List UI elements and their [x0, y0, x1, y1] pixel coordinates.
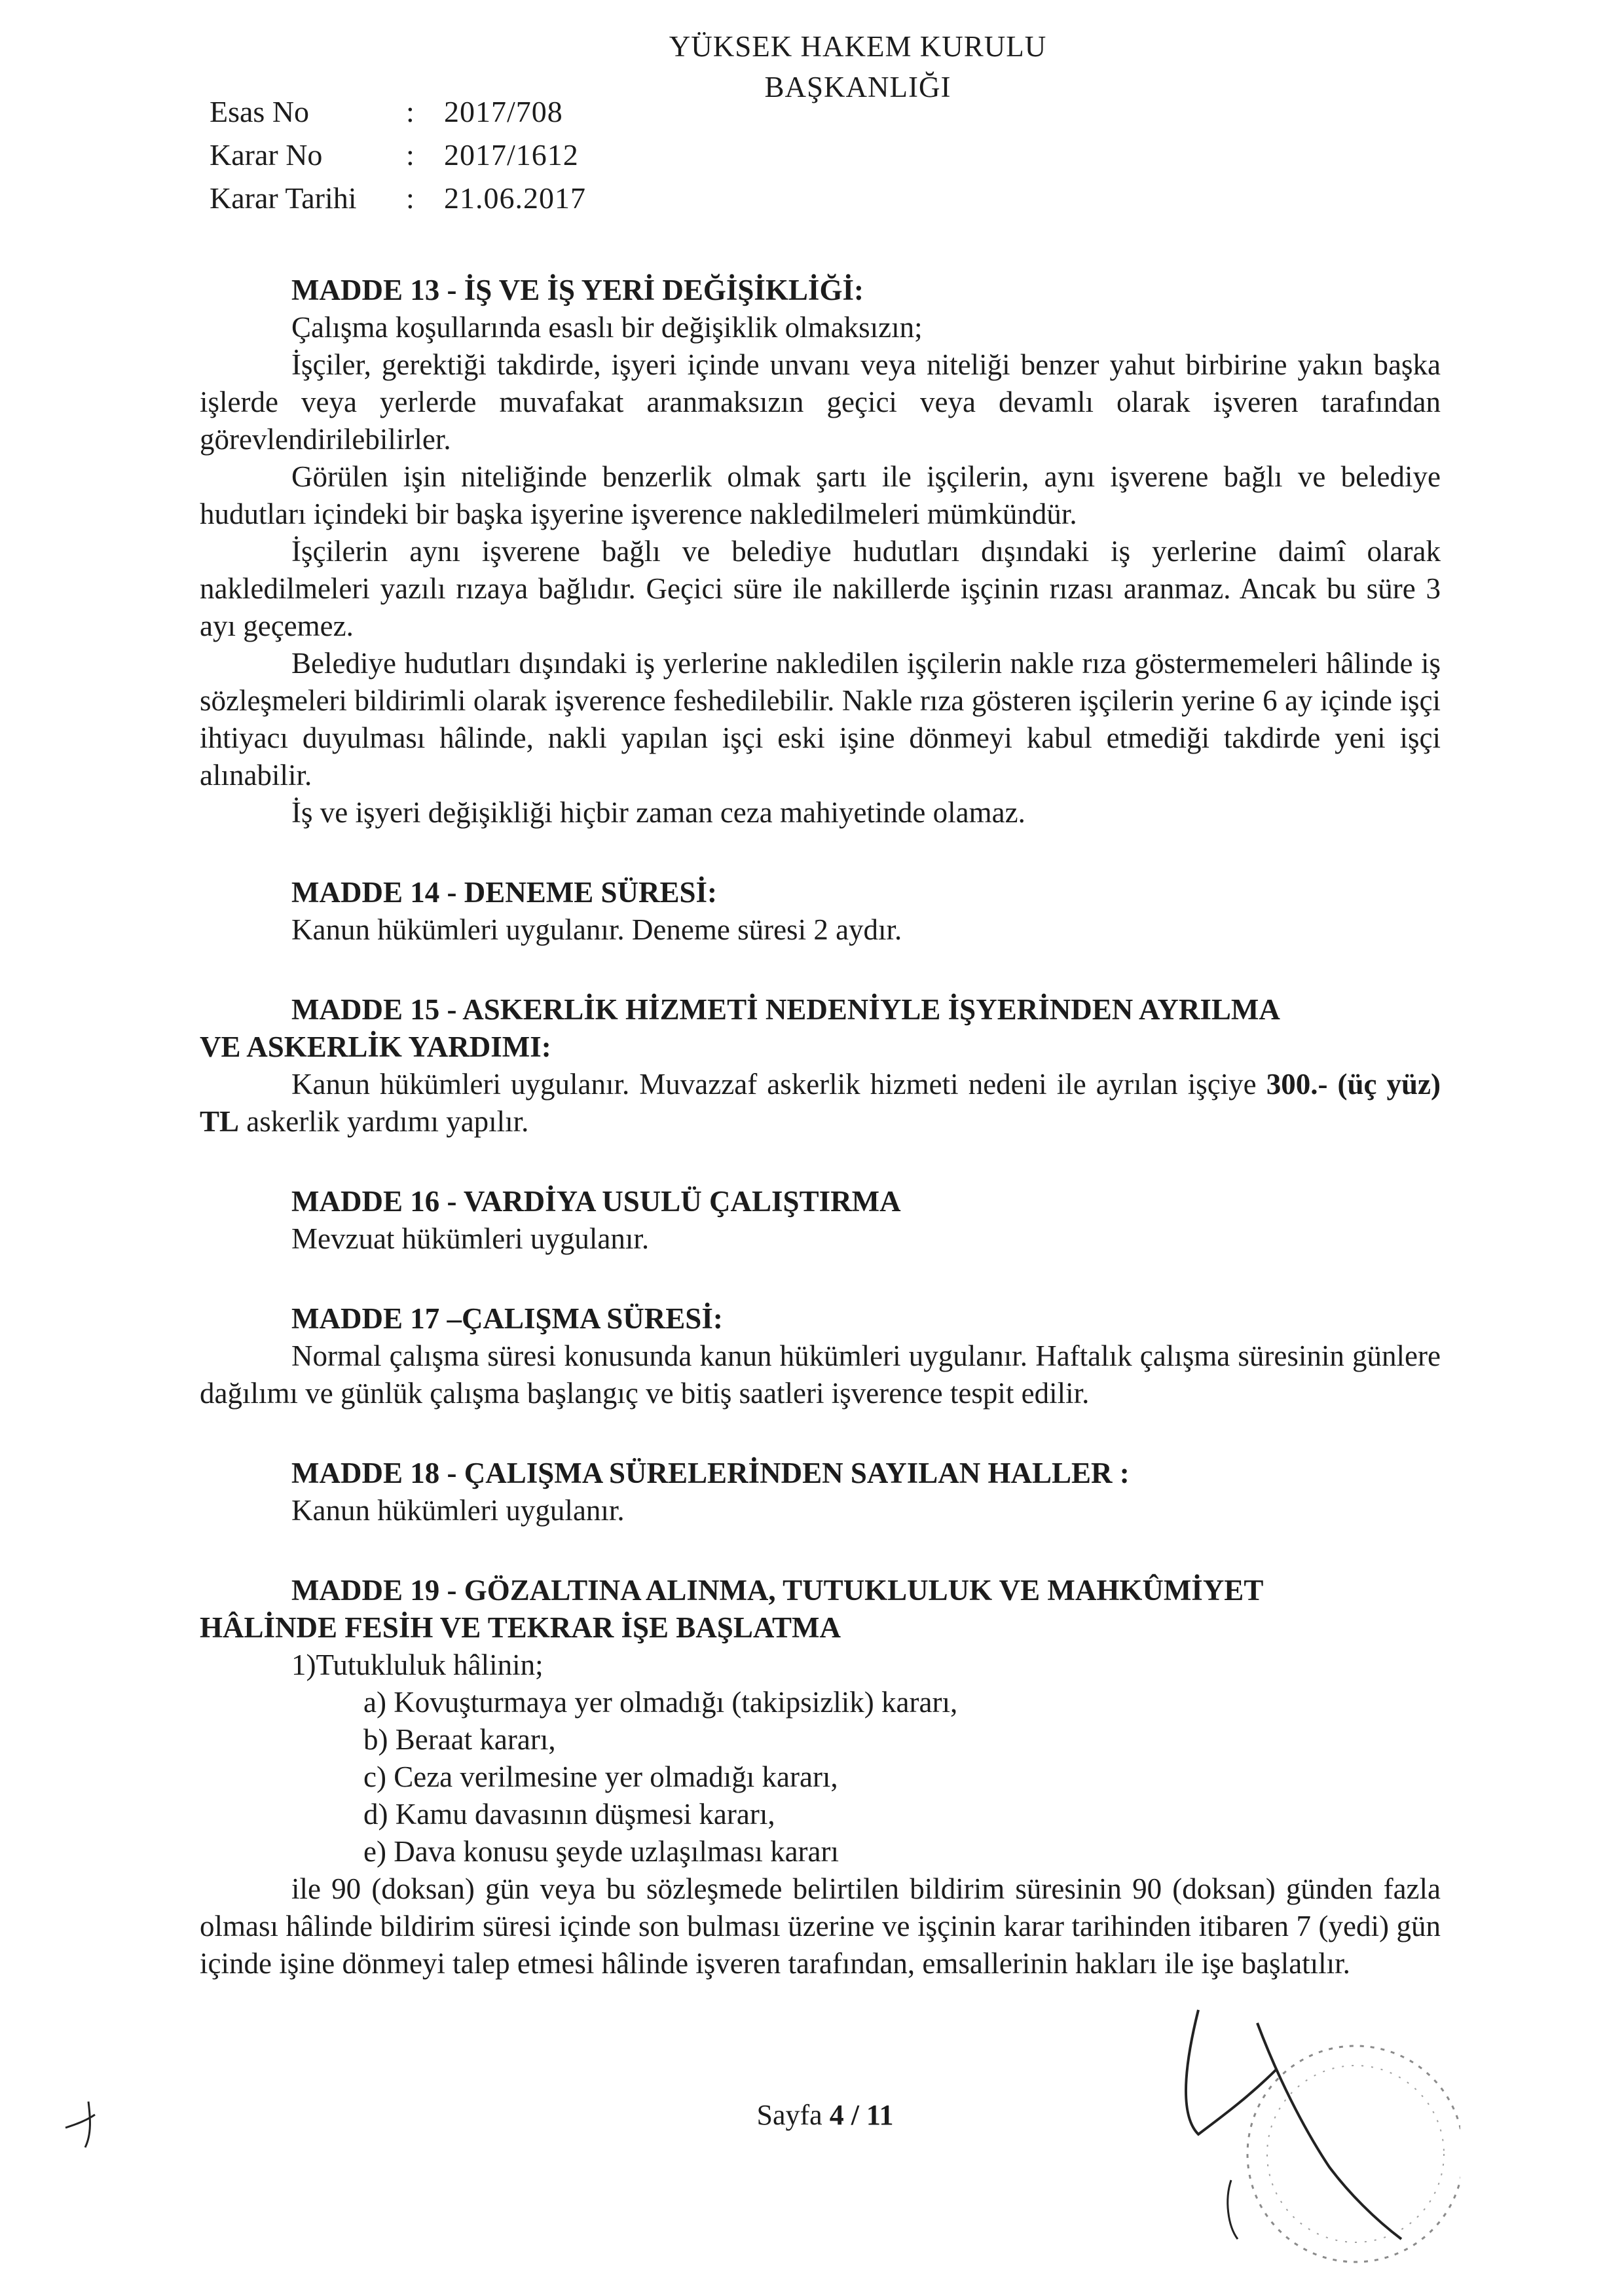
signature-stamp-icon — [1159, 1984, 1460, 2285]
amount-highlight: 300.- (üç yüz) TL — [200, 1068, 1441, 1138]
paragraph: İşçilerin aynı işverene bağlı ve belediye hudutları dışındaki iş yerlerine daimî olarak nakledilmeleri yazılı rızaya bağlıdır. Geçici süre ile nakillerde işçinin rızası aranmaz. Ancak bu süre 3 ayı geçemez. — [200, 535, 1441, 642]
meta-value: 2017/1612 — [444, 138, 579, 172]
page-current: 4 — [829, 2099, 844, 2131]
paragraph: Mevzuat hükümleri uygulanır. — [291, 1222, 650, 1255]
paragraph — [200, 1066, 1441, 1140]
article-17 — [200, 1300, 1441, 1412]
article-title: MADDE 18 - ÇALIŞMA SÜRELERİNDEN SAYILAN HALLER : — [291, 1457, 1130, 1489]
meta-value: 21.06.2017 — [444, 181, 586, 215]
article-13 — [200, 272, 1441, 831]
paragraph: 1)Tutukluluk hâlinin; — [291, 1649, 544, 1681]
article-18 — [200, 1455, 1441, 1529]
list-item: a) Kovuşturmaya yer olmadığı (takipsizlik) kararı, — [363, 1686, 958, 1719]
case-meta — [210, 90, 586, 220]
article-16 — [200, 1183, 1441, 1258]
organization-header — [629, 26, 1087, 107]
page-total: 11 — [866, 2099, 894, 2131]
margin-mark-icon — [59, 2095, 111, 2154]
article-title: MADDE 17 –ÇALIŞMA SÜRESİ: — [291, 1302, 723, 1335]
article-title-continued: VE ASKERLİK YARDIMI: — [200, 1030, 551, 1063]
meta-colon: : — [406, 138, 415, 172]
list-item: d) Kamu davasının düşmesi kararı, — [363, 1798, 775, 1831]
paragraph: ile 90 (doksan) gün veya bu sözleşmede belirtilen bildirim süresinin 90 (doksan) günden fazla olması hâlinde bildirim süresi içinde son bulması üzerine ve işçinin karar tarihinden itibaren 7 (yedi) gün içinde işine dönmeyi talep etmesi hâlinde işveren tarafından, emsallerinin hakları ile işe başlatılır. — [200, 1872, 1441, 1980]
article-19 — [200, 1572, 1441, 1982]
article-title-continued: HÂLİNDE FESİH VE TEKRAR İŞE BAŞLATMA — [200, 1611, 841, 1644]
article-title: MADDE 19 - GÖZALTINA ALINMA, TUTUKLULUK VE MAHKÛMİYET — [291, 1574, 1264, 1607]
org-name: YÜKSEK HAKEM KURULU — [669, 30, 1047, 63]
paragraph: Belediye hudutları dışındaki iş yerlerine nakledilen işçilerin nakle rıza göstermemeleri hâlinde iş sözleşmeleri bildirimli olarak işverence feshedilebilir. Nakle rıza gösteren işçilerin yerine 6 ay içinde işçi ihtiyacı duyulması hâlinde, nakli yapılan işçi eski işine dönmeyi kabul etmediği takdirde yeni işçi alınabilir. — [200, 647, 1441, 792]
meta-label: Karar No — [210, 138, 323, 172]
meta-label: Karar Tarihi — [210, 181, 357, 215]
paragraph: Kanun hükümleri uygulanır. — [291, 1494, 625, 1527]
text-run: askerlik yardımı yapılır. — [239, 1105, 529, 1138]
article-title: MADDE 13 - İŞ VE İŞ YERİ DEĞİŞİKLİĞİ: — [291, 274, 864, 306]
meta-value: 2017/708 — [444, 95, 563, 128]
list-item: c) Ceza verilmesine yer olmadığı kararı, — [363, 1760, 838, 1793]
meta-colon: : — [406, 181, 415, 215]
page-number — [747, 2098, 904, 2132]
meta-label: Esas No — [210, 95, 310, 128]
article-title: MADDE 16 - VARDİYA USULÜ ÇALIŞTIRMA — [291, 1185, 901, 1218]
paragraph: Normal çalışma süresi konusunda kanun hükümleri uygulanır. Haftalık çalışma süresinin günlere dağılımı ve günlük çalışma başlangıç ve bitiş saatleri işverence tespit edilir. — [200, 1339, 1441, 1410]
org-department: BAŞKANLIĞI — [764, 71, 951, 103]
page-prefix: Sayfa — [756, 2099, 830, 2131]
paragraph: İş ve işyeri değişikliği hiçbir zaman ceza mahiyetinde olamaz. — [291, 796, 1025, 829]
document-body — [200, 272, 1441, 1982]
meta-row-tarih — [210, 177, 586, 220]
paragraph: Çalışma koşullarında esaslı bir değişiklik olmaksızın; — [291, 311, 923, 344]
list-item: e) Dava konusu şeyde uzlaşılması kararı — [363, 1835, 839, 1868]
paragraph: İşçiler, gerektiği takdirde, işyeri içinde unvanı veya niteliği benzer yahut birbirine yakın başka işlerde veya yerlerde muvafakat aranmaksızın geçici veya devamlı olarak işveren tarafından görevlendirilebilirler. — [200, 348, 1441, 456]
paragraph: Görülen işin niteliğinde benzerlik olmak şartı ile işçilerin, aynı işverene bağlı ve belediye hudutları içindeki bir başka işyerine işverence nakledilmeleri mümkündür. — [200, 460, 1441, 530]
list-item: b) Beraat kararı, — [363, 1723, 556, 1756]
paragraph: Kanun hükümleri uygulanır. Deneme süresi 2 aydır. — [291, 913, 902, 946]
meta-colon: : — [406, 95, 415, 128]
article-15 — [200, 991, 1441, 1140]
page-separator: / — [843, 2099, 866, 2131]
meta-row-karar — [210, 134, 586, 177]
article-14 — [200, 874, 1441, 949]
article-title: MADDE 14 - DENEME SÜRESİ: — [291, 876, 718, 909]
text-run: Kanun hükümleri uygulanır. Muvazzaf askerlik hizmeti nedeni ile ayrılan işçiye — [291, 1068, 1266, 1101]
meta-row-esas — [210, 90, 586, 134]
article-title: MADDE 15 - ASKERLİK HİZMETİ NEDENİYLE İŞYERİNDEN AYRILMA — [291, 993, 1280, 1026]
